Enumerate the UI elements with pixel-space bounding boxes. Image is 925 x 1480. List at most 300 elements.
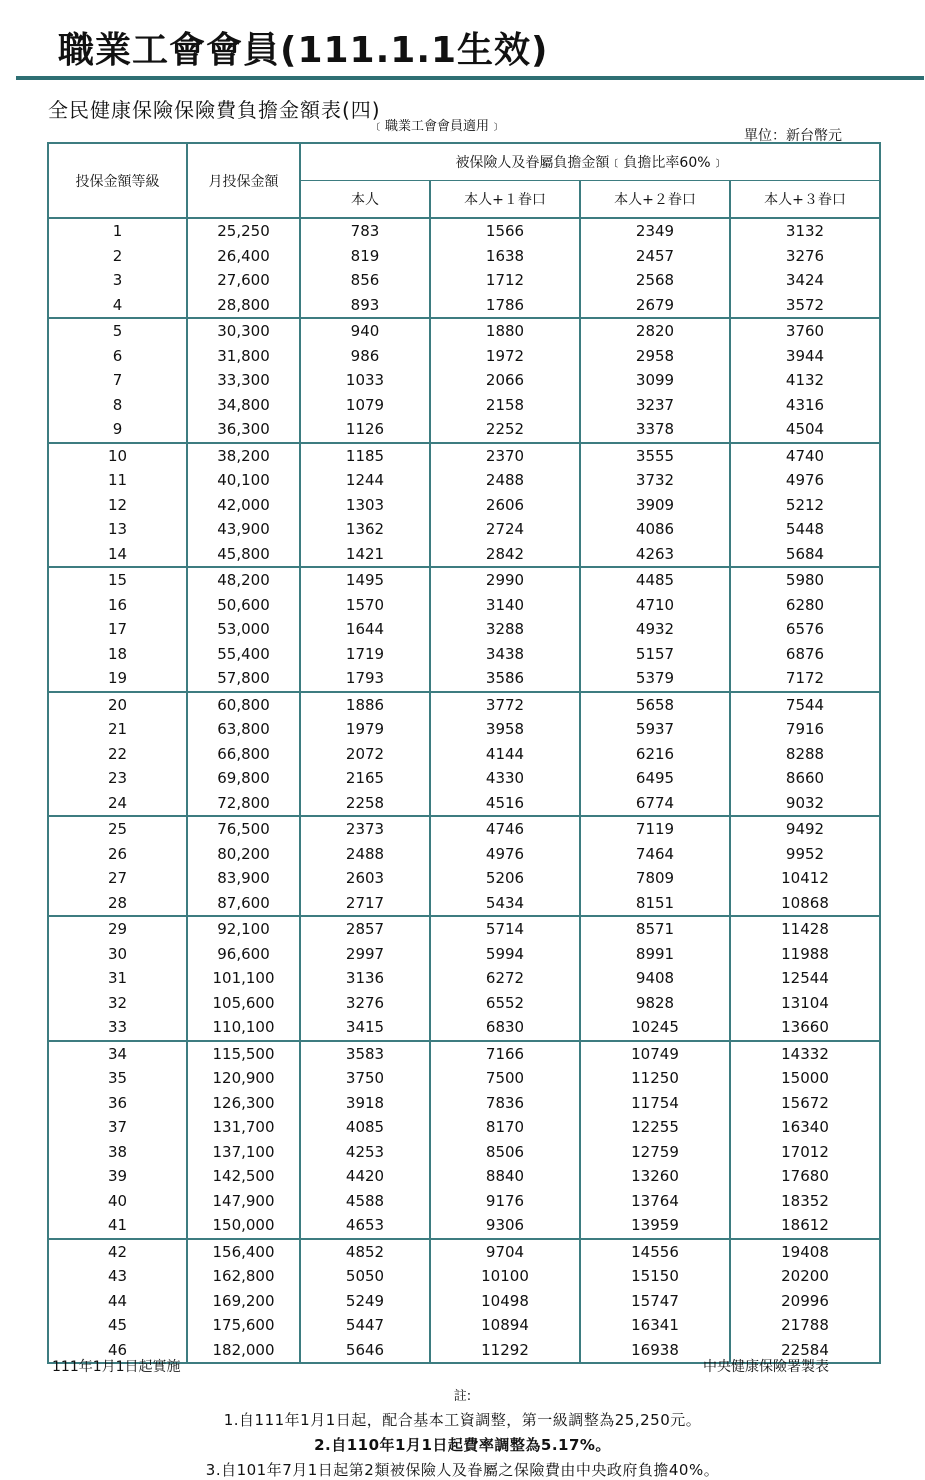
table-row	[48, 268, 880, 293]
table-row	[48, 991, 880, 1016]
table-row	[48, 368, 880, 393]
table-row	[48, 443, 880, 469]
cell-self-plus-3: 5684	[730, 542, 880, 568]
cell-self: 3583	[300, 1041, 430, 1067]
cell-self: 1079	[300, 393, 430, 418]
cell-grade: 44	[48, 1289, 187, 1314]
cell-self-plus-1: 6830	[430, 1015, 580, 1041]
cell-self: 3136	[300, 966, 430, 991]
cell-self-plus-1: 2842	[430, 542, 580, 568]
cell-self-plus-2: 7119	[580, 816, 730, 842]
cell-self-plus-2: 2457	[580, 244, 730, 269]
notes-title: 註:	[453, 1389, 472, 1404]
cell-monthly-amount: 101,100	[187, 966, 300, 991]
cell-self-plus-1: 8506	[430, 1140, 580, 1165]
cell-monthly-amount: 76,500	[187, 816, 300, 842]
header-self-plus-3: 本人+３眷口	[730, 181, 880, 219]
cell-self: 2072	[300, 742, 430, 767]
table-row	[48, 293, 880, 319]
cell-monthly-amount: 137,100	[187, 1140, 300, 1165]
cell-grade: 27	[48, 866, 187, 891]
table-row	[48, 468, 880, 493]
cell-self-plus-3: 10412	[730, 866, 880, 891]
cell-self: 5050	[300, 1264, 430, 1289]
cell-self-plus-2: 8991	[580, 942, 730, 967]
cell-self-plus-3: 11988	[730, 942, 880, 967]
cell-self: 2488	[300, 842, 430, 867]
table-row	[48, 617, 880, 642]
cell-grade: 37	[48, 1115, 187, 1140]
cell-grade: 29	[48, 916, 187, 942]
cell-self: 1126	[300, 417, 430, 443]
cell-self-plus-1: 8170	[430, 1115, 580, 1140]
cell-grade: 45	[48, 1313, 187, 1338]
cell-monthly-amount: 38,200	[187, 443, 300, 469]
cell-self: 1033	[300, 368, 430, 393]
cell-self-plus-1: 2990	[430, 567, 580, 593]
cell-self-plus-2: 2679	[580, 293, 730, 319]
table-row	[48, 816, 880, 842]
cell-self-plus-3: 17012	[730, 1140, 880, 1165]
cell-self-plus-3: 3276	[730, 244, 880, 269]
cell-self-plus-1: 3288	[430, 617, 580, 642]
table-row	[48, 1289, 880, 1314]
cell-self-plus-2: 8571	[580, 916, 730, 942]
cell-monthly-amount: 142,500	[187, 1164, 300, 1189]
note-1: 1.自111年1月1日起，配合基本工資調整，第一級調整為25,250元。	[223, 1411, 702, 1429]
header-self: 本人	[300, 181, 430, 219]
cell-self-plus-1: 11292	[430, 1338, 580, 1364]
document-title: 職業工會會員(111.1.1生效)	[58, 30, 549, 71]
cell-self-plus-3: 12544	[730, 966, 880, 991]
cell-self: 3276	[300, 991, 430, 1016]
cell-monthly-amount: 92,100	[187, 916, 300, 942]
cell-self-plus-1: 10100	[430, 1264, 580, 1289]
cell-self-plus-3: 7172	[730, 666, 880, 692]
table-row	[48, 891, 880, 917]
currency-unit: 單位：新台幣元	[744, 128, 842, 144]
cell-self-plus-3: 9032	[730, 791, 880, 817]
cell-self-plus-1: 5714	[430, 916, 580, 942]
cell-self-plus-2: 3099	[580, 368, 730, 393]
cell-self: 4253	[300, 1140, 430, 1165]
cell-self-plus-1: 9176	[430, 1189, 580, 1214]
cell-self: 2258	[300, 791, 430, 817]
cell-self: 1793	[300, 666, 430, 692]
cell-monthly-amount: 48,200	[187, 567, 300, 593]
table-row	[48, 666, 880, 692]
cell-self: 4653	[300, 1213, 430, 1239]
cell-self: 4420	[300, 1164, 430, 1189]
cell-self-plus-3: 17680	[730, 1164, 880, 1189]
cell-self-plus-3: 22584	[730, 1338, 880, 1364]
cell-self-plus-2: 4710	[580, 593, 730, 618]
table-row	[48, 1164, 880, 1189]
table-row	[48, 1313, 880, 1338]
cell-grade: 33	[48, 1015, 187, 1041]
cell-monthly-amount: 33,300	[187, 368, 300, 393]
cell-self-plus-3: 10868	[730, 891, 880, 917]
cell-monthly-amount: 26,400	[187, 244, 300, 269]
cell-self-plus-3: 4316	[730, 393, 880, 418]
cell-monthly-amount: 57,800	[187, 666, 300, 692]
cell-self-plus-1: 3140	[430, 593, 580, 618]
table-row	[48, 916, 880, 942]
cell-self-plus-1: 10894	[430, 1313, 580, 1338]
cell-monthly-amount: 53,000	[187, 617, 300, 642]
cell-self-plus-2: 11250	[580, 1066, 730, 1091]
cell-grade: 20	[48, 692, 187, 718]
cell-self-plus-1: 6272	[430, 966, 580, 991]
cell-self: 986	[300, 344, 430, 369]
cell-self-plus-2: 16341	[580, 1313, 730, 1338]
cell-monthly-amount: 115,500	[187, 1041, 300, 1067]
cell-self-plus-1: 2606	[430, 493, 580, 518]
table-row	[48, 567, 880, 593]
title-divider	[16, 76, 924, 80]
cell-self-plus-2: 9408	[580, 966, 730, 991]
cell-monthly-amount: 110,100	[187, 1015, 300, 1041]
cell-self-plus-2: 5937	[580, 717, 730, 742]
note-3: 3.自101年7月1日起第2類被保險人及眷屬之保險費由中央政府負擔40%。	[205, 1461, 720, 1479]
cell-self-plus-1: 2066	[430, 368, 580, 393]
cell-self-plus-3: 15672	[730, 1091, 880, 1116]
cell-self-plus-1: 1566	[430, 218, 580, 244]
cell-self-plus-1: 10498	[430, 1289, 580, 1314]
cell-grade: 21	[48, 717, 187, 742]
cell-self-plus-2: 4263	[580, 542, 730, 568]
cell-self-plus-1: 5994	[430, 942, 580, 967]
issuer: 中央健康保險署製表	[703, 1359, 829, 1375]
cell-grade: 34	[48, 1041, 187, 1067]
cell-monthly-amount: 50,600	[187, 593, 300, 618]
cell-self-plus-1: 8840	[430, 1164, 580, 1189]
table-body	[48, 218, 880, 1363]
cell-self-plus-3: 7916	[730, 717, 880, 742]
cell-self: 1421	[300, 542, 430, 568]
cell-monthly-amount: 45,800	[187, 542, 300, 568]
cell-self-plus-1: 4144	[430, 742, 580, 767]
table-row	[48, 1015, 880, 1041]
cell-self: 1570	[300, 593, 430, 618]
cell-self-plus-3: 14332	[730, 1041, 880, 1067]
cell-self-plus-1: 4516	[430, 791, 580, 817]
cell-self-plus-2: 7464	[580, 842, 730, 867]
cell-self-plus-3: 5980	[730, 567, 880, 593]
cell-self-plus-3: 6280	[730, 593, 880, 618]
cell-self-plus-3: 20996	[730, 1289, 880, 1314]
cell-monthly-amount: 28,800	[187, 293, 300, 319]
cell-monthly-amount: 105,600	[187, 991, 300, 1016]
table-row	[48, 692, 880, 718]
cell-monthly-amount: 30,300	[187, 318, 300, 344]
cell-self-plus-2: 6495	[580, 766, 730, 791]
cell-self: 1719	[300, 642, 430, 667]
cell-self: 1644	[300, 617, 430, 642]
table-row	[48, 218, 880, 244]
cell-monthly-amount: 25,250	[187, 218, 300, 244]
cell-self-plus-1: 7836	[430, 1091, 580, 1116]
cell-grade: 30	[48, 942, 187, 967]
cell-self-plus-2: 4485	[580, 567, 730, 593]
cell-self-plus-1: 1638	[430, 244, 580, 269]
cell-grade: 31	[48, 966, 187, 991]
cell-monthly-amount: 150,000	[187, 1213, 300, 1239]
cell-self: 893	[300, 293, 430, 319]
cell-grade: 35	[48, 1066, 187, 1091]
table-row	[48, 344, 880, 369]
cell-grade: 14	[48, 542, 187, 568]
cell-self: 1244	[300, 468, 430, 493]
cell-self-plus-3: 19408	[730, 1239, 880, 1265]
table-row	[48, 1066, 880, 1091]
cell-self-plus-1: 5434	[430, 891, 580, 917]
cell-monthly-amount: 43,900	[187, 517, 300, 542]
table-row	[48, 717, 880, 742]
table-row	[48, 842, 880, 867]
cell-self: 1979	[300, 717, 430, 742]
table-row	[48, 244, 880, 269]
cell-self: 819	[300, 244, 430, 269]
cell-grade: 40	[48, 1189, 187, 1214]
cell-self: 5646	[300, 1338, 430, 1364]
cell-self: 2717	[300, 891, 430, 917]
cell-self-plus-3: 7544	[730, 692, 880, 718]
cell-self-plus-2: 8151	[580, 891, 730, 917]
cell-grade: 26	[48, 842, 187, 867]
cell-self: 4852	[300, 1239, 430, 1265]
cell-self-plus-1: 2724	[430, 517, 580, 542]
cell-grade: 24	[48, 791, 187, 817]
table-subtitle: ﹝職業工會會員適用﹞	[372, 119, 503, 134]
cell-grade: 42	[48, 1239, 187, 1265]
cell-grade: 39	[48, 1164, 187, 1189]
cell-monthly-amount: 175,600	[187, 1313, 300, 1338]
cell-self-plus-2: 3378	[580, 417, 730, 443]
cell-self-plus-1: 2158	[430, 393, 580, 418]
cell-self: 1303	[300, 493, 430, 518]
cell-self-plus-3: 6876	[730, 642, 880, 667]
effective-date: 111年1月1日起實施	[52, 1359, 181, 1375]
cell-self-plus-2: 6774	[580, 791, 730, 817]
cell-self-plus-1: 1972	[430, 344, 580, 369]
cell-grade: 19	[48, 666, 187, 692]
table-row	[48, 318, 880, 344]
cell-self: 2857	[300, 916, 430, 942]
cell-monthly-amount: 162,800	[187, 1264, 300, 1289]
cell-self-plus-2: 10245	[580, 1015, 730, 1041]
cell-self-plus-3: 8288	[730, 742, 880, 767]
cell-grade: 3	[48, 268, 187, 293]
table-row	[48, 517, 880, 542]
cell-grade: 2	[48, 244, 187, 269]
cell-self-plus-3: 13660	[730, 1015, 880, 1041]
cell-grade: 5	[48, 318, 187, 344]
note-2: 2.自110年1月1日起費率調整為5.17%。	[314, 1436, 611, 1454]
cell-self-plus-3: 3424	[730, 268, 880, 293]
cell-self-plus-2: 14556	[580, 1239, 730, 1265]
cell-self: 2373	[300, 816, 430, 842]
cell-self-plus-3: 5448	[730, 517, 880, 542]
cell-self-plus-1: 3586	[430, 666, 580, 692]
cell-self-plus-2: 2958	[580, 344, 730, 369]
table-row	[48, 1140, 880, 1165]
cell-self: 1362	[300, 517, 430, 542]
cell-self-plus-3: 13104	[730, 991, 880, 1016]
cell-grade: 22	[48, 742, 187, 767]
header-self-plus-1: 本人+１眷口	[430, 181, 580, 219]
cell-self-plus-1: 3438	[430, 642, 580, 667]
cell-self-plus-1: 3958	[430, 717, 580, 742]
table-row	[48, 966, 880, 991]
cell-monthly-amount: 147,900	[187, 1189, 300, 1214]
cell-self-plus-1: 4746	[430, 816, 580, 842]
cell-self-plus-2: 9828	[580, 991, 730, 1016]
cell-self-plus-1: 4330	[430, 766, 580, 791]
cell-grade: 38	[48, 1140, 187, 1165]
cell-self-plus-3: 9952	[730, 842, 880, 867]
table-row	[48, 1264, 880, 1289]
premium-table	[47, 142, 881, 1364]
cell-self-plus-2: 13959	[580, 1213, 730, 1239]
cell-grade: 4	[48, 293, 187, 319]
table-row	[48, 417, 880, 443]
cell-monthly-amount: 72,800	[187, 791, 300, 817]
cell-self-plus-3: 3132	[730, 218, 880, 244]
cell-self: 856	[300, 268, 430, 293]
cell-self-plus-3: 21788	[730, 1313, 880, 1338]
table-row	[48, 593, 880, 618]
cell-monthly-amount: 27,600	[187, 268, 300, 293]
cell-monthly-amount: 169,200	[187, 1289, 300, 1314]
cell-grade: 13	[48, 517, 187, 542]
cell-self-plus-1: 1786	[430, 293, 580, 319]
cell-self-plus-3: 3944	[730, 344, 880, 369]
cell-self: 5447	[300, 1313, 430, 1338]
cell-self-plus-1: 6552	[430, 991, 580, 1016]
table-row	[48, 642, 880, 667]
cell-self-plus-2: 13260	[580, 1164, 730, 1189]
cell-self-plus-2: 2568	[580, 268, 730, 293]
table-row	[48, 742, 880, 767]
cell-self-plus-2: 3732	[580, 468, 730, 493]
table-row	[48, 493, 880, 518]
cell-self-plus-2: 2820	[580, 318, 730, 344]
cell-monthly-amount: 131,700	[187, 1115, 300, 1140]
cell-self-plus-2: 5157	[580, 642, 730, 667]
cell-self-plus-3: 6576	[730, 617, 880, 642]
cell-grade: 23	[48, 766, 187, 791]
cell-self: 2165	[300, 766, 430, 791]
cell-self: 5249	[300, 1289, 430, 1314]
cell-monthly-amount: 156,400	[187, 1239, 300, 1265]
cell-self-plus-2: 13764	[580, 1189, 730, 1214]
table-row	[48, 542, 880, 568]
cell-self-plus-1: 7500	[430, 1066, 580, 1091]
cell-self-plus-1: 2252	[430, 417, 580, 443]
cell-self-plus-3: 15000	[730, 1066, 880, 1091]
cell-monthly-amount: 120,900	[187, 1066, 300, 1091]
table-row	[48, 866, 880, 891]
cell-monthly-amount: 31,800	[187, 344, 300, 369]
cell-self-plus-3: 20200	[730, 1264, 880, 1289]
cell-grade: 28	[48, 891, 187, 917]
premium-table-container	[47, 142, 879, 1364]
cell-self-plus-3: 18352	[730, 1189, 880, 1214]
cell-self-plus-2: 7809	[580, 866, 730, 891]
cell-self-plus-2: 15150	[580, 1264, 730, 1289]
cell-grade: 46	[48, 1338, 187, 1364]
cell-monthly-amount: 34,800	[187, 393, 300, 418]
cell-self-plus-3: 4976	[730, 468, 880, 493]
cell-self-plus-3: 3572	[730, 293, 880, 319]
cell-grade: 17	[48, 617, 187, 642]
cell-monthly-amount: 55,400	[187, 642, 300, 667]
cell-self: 4588	[300, 1189, 430, 1214]
table-row	[48, 1189, 880, 1214]
cell-grade: 25	[48, 816, 187, 842]
cell-monthly-amount: 63,800	[187, 717, 300, 742]
cell-self-plus-3: 16340	[730, 1115, 880, 1140]
cell-self-plus-2: 16938	[580, 1338, 730, 1364]
cell-grade: 43	[48, 1264, 187, 1289]
cell-grade: 7	[48, 368, 187, 393]
header-monthly-amount: 月投保金額	[187, 143, 300, 218]
cell-self-plus-1: 1712	[430, 268, 580, 293]
table-row	[48, 393, 880, 418]
cell-self-plus-1: 2488	[430, 468, 580, 493]
table-row	[48, 1213, 880, 1239]
cell-self: 783	[300, 218, 430, 244]
cell-grade: 10	[48, 443, 187, 469]
cell-self-plus-2: 3909	[580, 493, 730, 518]
cell-self-plus-2: 12255	[580, 1115, 730, 1140]
cell-grade: 6	[48, 344, 187, 369]
cell-self-plus-3: 9492	[730, 816, 880, 842]
cell-self: 1185	[300, 443, 430, 469]
cell-grade: 11	[48, 468, 187, 493]
cell-self-plus-2: 4932	[580, 617, 730, 642]
cell-self: 3918	[300, 1091, 430, 1116]
cell-self: 4085	[300, 1115, 430, 1140]
cell-self-plus-1: 9306	[430, 1213, 580, 1239]
cell-monthly-amount: 80,200	[187, 842, 300, 867]
cell-self-plus-2: 5658	[580, 692, 730, 718]
cell-monthly-amount: 96,600	[187, 942, 300, 967]
cell-self-plus-3: 11428	[730, 916, 880, 942]
cell-self: 2997	[300, 942, 430, 967]
cell-self: 940	[300, 318, 430, 344]
cell-self-plus-2: 3237	[580, 393, 730, 418]
table-title: 全民健康保險保險費負擔金額表(四)	[48, 98, 381, 122]
cell-self-plus-1: 7166	[430, 1041, 580, 1067]
cell-monthly-amount: 182,000	[187, 1338, 300, 1364]
cell-monthly-amount: 40,100	[187, 468, 300, 493]
cell-grade: 9	[48, 417, 187, 443]
cell-self-plus-3: 4132	[730, 368, 880, 393]
cell-self-plus-3: 5212	[730, 493, 880, 518]
cell-grade: 8	[48, 393, 187, 418]
cell-self-plus-2: 10749	[580, 1041, 730, 1067]
table-row	[48, 942, 880, 967]
table-row	[48, 1091, 880, 1116]
cell-self-plus-2: 4086	[580, 517, 730, 542]
cell-self-plus-2: 6216	[580, 742, 730, 767]
cell-monthly-amount: 36,300	[187, 417, 300, 443]
cell-self-plus-3: 3760	[730, 318, 880, 344]
cell-self-plus-1: 4976	[430, 842, 580, 867]
table-row	[48, 766, 880, 791]
